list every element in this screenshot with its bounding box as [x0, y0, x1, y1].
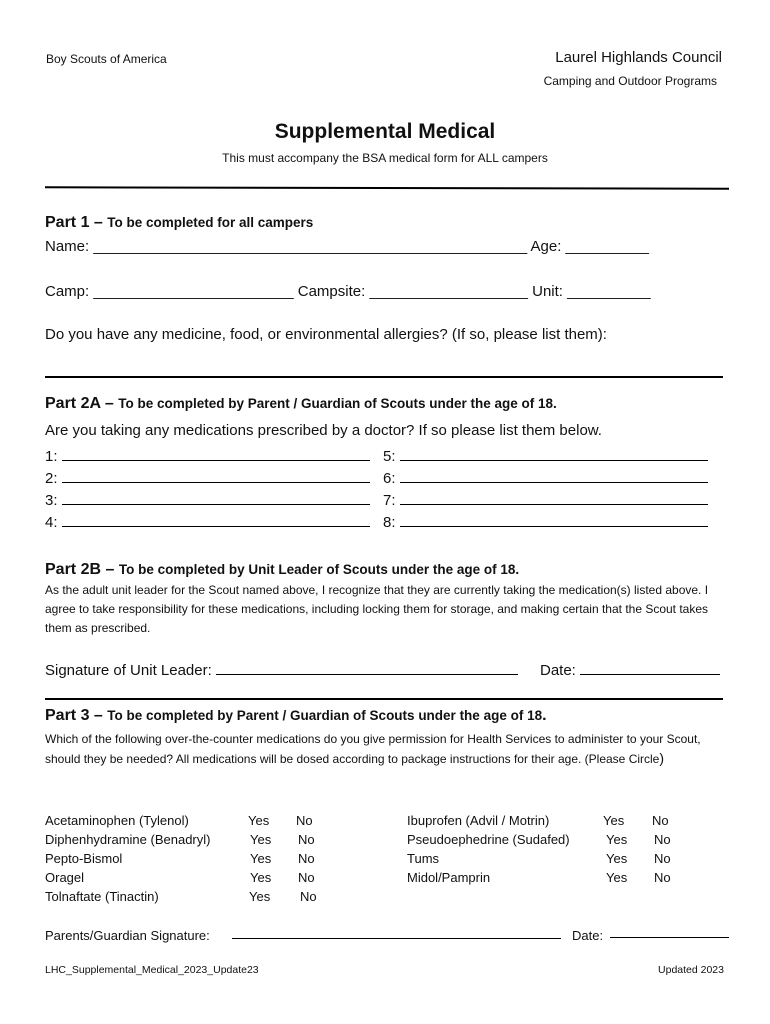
program-name: Camping and Outdoor Programs — [543, 74, 717, 88]
med-name: Pepto-Bismol — [45, 851, 123, 866]
medication-row — [45, 514, 370, 531]
med-name: Tums — [407, 851, 440, 866]
camp-field[interactable]: ________________________ — [93, 283, 294, 300]
no-option[interactable]: No — [652, 813, 669, 828]
part2a-heading — [45, 395, 557, 413]
unit-field[interactable]: __________ — [567, 283, 651, 300]
medication-field[interactable] — [400, 514, 708, 527]
campsite-label: Campsite: — [293, 283, 370, 300]
medication-row — [45, 448, 370, 465]
parent-date-label: Date: — [572, 928, 604, 943]
med-name: Midol/Pamprin — [407, 870, 491, 885]
no-option[interactable]: No — [298, 851, 315, 866]
med-name: Ibuprofen (Advil / Motrin) — [407, 813, 550, 828]
part2a-desc: To be completed by Parent / Guardian of Scouts under the age of 18. — [118, 396, 557, 411]
medication-number: 1: — [45, 448, 58, 465]
med-name: Diphenhydramine (Benadryl) — [45, 832, 211, 847]
unit-leader-statement: As the adult unit leader for the Scout named above, I recognize that they are currently taking the medication(s) listed above. I agree to take responsibility for these medications, including locking them for storage, and making certain that the Scout takes them as prescribed. — [45, 583, 709, 635]
part2b-dash: – — [101, 561, 119, 578]
medication-field[interactable] — [400, 448, 708, 461]
medication-number: 7: — [383, 492, 396, 509]
otc-statement-end: ) — [659, 750, 665, 766]
name-age-row — [45, 238, 649, 255]
signature-label: Signature of Unit Leader: — [45, 662, 216, 679]
footer-updated: Updated 2023 — [658, 964, 724, 976]
no-option[interactable]: No — [654, 870, 671, 885]
medication-field[interactable] — [62, 470, 370, 483]
age-field[interactable]: __________ — [565, 238, 649, 255]
date-label: Date: — [540, 662, 581, 679]
part3-label: Part 3 — [45, 707, 90, 724]
med-name: Pseudoephedrine (Sudafed) — [407, 832, 570, 847]
yes-option[interactable]: Yes — [606, 870, 628, 885]
part1-desc: To be completed for all campers — [107, 215, 314, 230]
yes-option[interactable]: Yes — [603, 813, 625, 828]
part2b-desc: To be completed by Unit Leader of Scouts under the age of 18. — [118, 562, 520, 577]
camp-row — [45, 283, 651, 300]
medication-field[interactable] — [400, 470, 708, 483]
medication-row — [383, 514, 708, 531]
parent-signature-field[interactable] — [232, 938, 561, 939]
medication-number: 2: — [45, 470, 58, 487]
council-name: Laurel Highlands Council — [555, 49, 722, 66]
part2a-dash: – — [100, 395, 119, 412]
camp-label: Camp: — [45, 283, 94, 300]
name-label: Name: — [45, 238, 94, 255]
no-option[interactable]: No — [298, 832, 315, 847]
yes-option[interactable]: Yes — [249, 889, 271, 904]
unit-label: Unit: — [527, 283, 568, 300]
footer-doc-id: LHC_Supplemental_Medical_2023_Update23 — [45, 964, 259, 976]
parent-signature-label: Parents/Guardian Signature: — [45, 928, 210, 943]
page-subtitle: This must accompany the BSA medical form for ALL campers — [222, 151, 548, 165]
part2b-heading — [45, 561, 519, 579]
med-name: Oragel — [45, 870, 85, 885]
no-option[interactable]: No — [298, 870, 315, 885]
medication-number: 8: — [383, 514, 396, 531]
page-title: Supplemental Medical — [274, 120, 496, 143]
yes-option[interactable]: Yes — [606, 832, 628, 847]
unit-leader-date-row — [540, 662, 720, 679]
medication-field[interactable] — [62, 514, 370, 527]
yes-option[interactable]: Yes — [250, 832, 272, 847]
signature-field[interactable] — [216, 662, 518, 675]
part2b-label: Part 2B — [45, 561, 102, 578]
yes-option[interactable]: Yes — [248, 813, 270, 828]
allergy-question: Do you have any medicine, food, or environmental allergies? (If so, please list them): — [45, 326, 607, 343]
unit-leader-signature-row — [45, 662, 518, 679]
medication-row — [45, 470, 370, 487]
no-option[interactable]: No — [654, 832, 671, 847]
otc-statement — [45, 730, 729, 769]
date-field[interactable] — [580, 662, 720, 675]
name-field[interactable]: ____________________________________________________ — [93, 238, 528, 255]
medication-question: Are you taking any medications prescribed by a doctor? If so please list them below. — [45, 422, 602, 439]
medication-field[interactable] — [400, 492, 708, 505]
part2a-label: Part 2A — [45, 395, 101, 412]
part1-heading — [45, 214, 313, 232]
medication-row — [383, 470, 708, 487]
medication-row — [383, 492, 708, 509]
otc-statement-text: Which of the following over-the-counter medications do you give permission for Health Services to administer to your Scout, should they be needed? All medications will be dosed according to package instructions for their age. (Please Circle — [45, 732, 701, 766]
medication-number: 4: — [45, 514, 58, 531]
part3-desc: To be completed by Parent / Guardian of Scouts under the age of 18 — [107, 708, 543, 723]
age-label: Age: — [527, 238, 566, 255]
campsite-field[interactable]: ___________________ — [369, 283, 528, 300]
yes-option[interactable]: Yes — [250, 870, 272, 885]
yes-option[interactable]: Yes — [606, 851, 628, 866]
part3-heading — [45, 707, 547, 725]
parent-date-field[interactable] — [610, 937, 729, 938]
medication-row — [45, 492, 370, 509]
divider — [45, 698, 723, 700]
med-name: Acetaminophen (Tylenol) — [45, 813, 189, 828]
no-option[interactable]: No — [654, 851, 671, 866]
medication-row — [383, 448, 708, 465]
medication-number: 5: — [383, 448, 396, 465]
part3-desc-end: . — [542, 707, 547, 724]
no-option[interactable]: No — [296, 813, 313, 828]
medication-number: 6: — [383, 470, 396, 487]
medication-number: 3: — [45, 492, 58, 509]
divider — [45, 186, 729, 189]
medication-field[interactable] — [62, 492, 370, 505]
part1-label: Part 1 — [45, 214, 90, 231]
org-name: Boy Scouts of America — [46, 52, 167, 66]
med-name: Tolnaftate (Tinactin) — [45, 889, 159, 904]
part1-dash: – — [89, 214, 108, 231]
medication-field[interactable] — [62, 448, 370, 461]
yes-option[interactable]: Yes — [250, 851, 272, 866]
no-option[interactable]: No — [300, 889, 317, 904]
allergy-line[interactable] — [45, 376, 723, 378]
part3-dash: – — [89, 707, 108, 724]
